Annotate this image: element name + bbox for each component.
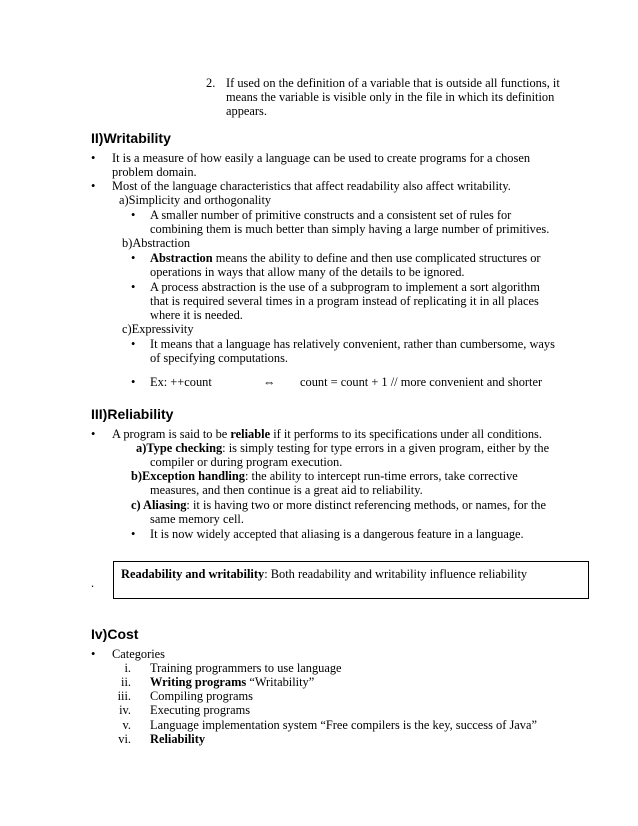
exception-handling-line-2: measures, and then continue is a great aid to reliability. bbox=[150, 483, 423, 497]
cost-item-number: iii. bbox=[117, 689, 131, 703]
reliability-heading: III)Reliability bbox=[91, 406, 174, 422]
note-dot: . bbox=[91, 576, 95, 590]
cost-item-post: “Writability” bbox=[246, 675, 315, 689]
reliability-pre: A program is said to be bbox=[112, 427, 231, 441]
example-right: count = count + 1 // more convenient and shorter bbox=[300, 375, 543, 389]
cost-item-text: Executing programs bbox=[150, 703, 251, 717]
cost-item-number: iv. bbox=[119, 703, 131, 717]
reliable-term: reliable bbox=[230, 427, 271, 441]
writability-heading: II)Writability bbox=[91, 130, 171, 146]
type-checking-line-2: compiler or during program execution. bbox=[150, 455, 343, 469]
aliasing-line-1 bbox=[131, 498, 546, 512]
bullet: • bbox=[131, 208, 136, 222]
simplicity-bullet-line-2: combining them is much better than simply having a large number of primitives. bbox=[150, 222, 550, 236]
example-left: Ex: ++count bbox=[150, 375, 212, 389]
equivalence-arrow-icon: ⇔ bbox=[263, 375, 276, 389]
cost-item-bold: Writing programs bbox=[150, 675, 247, 689]
abstraction-bullet-2-line-2: that is required several times in a program instead of replicating it in all places bbox=[150, 294, 539, 308]
categories-label: Categories bbox=[112, 647, 165, 661]
cost-item-text: Reliability bbox=[150, 732, 206, 746]
abstraction-bullet-1-line-2: operations in ways that allow many of the details to be ignored. bbox=[150, 265, 465, 279]
note-definition: : Both readability and writability influence reliability bbox=[264, 567, 528, 581]
type-checking-term: a)Type checking bbox=[136, 441, 223, 455]
abstraction-bullet-2-line-1: A process abstraction is the use of a subprogram to implement a sort algorithm bbox=[150, 280, 540, 294]
cost-item-text: Compiling programs bbox=[150, 689, 253, 703]
bullet: • bbox=[131, 337, 136, 351]
simplicity-bullet-line-1: A smaller number of primitive constructs and a consistent set of rules for bbox=[150, 208, 512, 222]
intro-line-1: If used on the definition of a variable that is outside all functions, it bbox=[226, 76, 560, 90]
cost-item-number: v. bbox=[122, 718, 131, 732]
cost-item-number: i. bbox=[124, 661, 131, 675]
simplicity-label: a)Simplicity and orthogonality bbox=[119, 193, 272, 207]
writability-bullet-2: Most of the language characteristics that affect readability also affect writability. bbox=[112, 179, 511, 193]
aliasing-definition: : it is having two or more distinct referencing methods, or names, for the bbox=[186, 498, 547, 512]
aliasing-line-2: same memory cell. bbox=[150, 512, 244, 526]
expressivity-label: c)Expressivity bbox=[122, 322, 194, 336]
aliasing-bullet: It is now widely accepted that aliasing is a dangerous feature in a language. bbox=[150, 527, 524, 541]
bullet: • bbox=[131, 375, 136, 389]
bullet: • bbox=[91, 427, 96, 441]
note-term: Readability and writability bbox=[121, 567, 265, 581]
exception-handling-term: b)Exception handling bbox=[131, 469, 245, 483]
exception-handling-line-1 bbox=[131, 469, 518, 483]
bullet: • bbox=[91, 647, 96, 661]
reliability-post: if it performs to its specifications under all conditions. bbox=[270, 427, 542, 441]
abstraction-bullet-2-line-3: where it is needed. bbox=[150, 308, 243, 322]
cost-item-text: Training programmers to use language bbox=[150, 661, 342, 675]
reliability-bullet-1 bbox=[112, 427, 542, 441]
abstraction-term: Abstraction bbox=[150, 251, 213, 265]
cost-heading: Iv)Cost bbox=[91, 626, 139, 642]
bullet: • bbox=[91, 179, 96, 193]
bullet: • bbox=[131, 280, 136, 294]
cost-item-text bbox=[150, 675, 314, 689]
intro-line-3: appears. bbox=[226, 104, 267, 118]
writability-bullet-1-line-2: problem domain. bbox=[112, 165, 197, 179]
intro-number: 2. bbox=[206, 76, 216, 90]
bullet: • bbox=[131, 527, 136, 541]
abstraction-bullet-1-line-1 bbox=[150, 251, 541, 265]
cost-item-number: vi. bbox=[118, 732, 131, 746]
type-checking-line-1 bbox=[136, 441, 549, 455]
bullet: • bbox=[131, 251, 136, 265]
abstraction-definition: means the ability to define and then use complicated structures or bbox=[212, 251, 541, 265]
bullet: • bbox=[91, 151, 96, 165]
type-checking-definition: : is simply testing for type errors in a given program, either by the bbox=[222, 441, 550, 455]
cost-item-number: ii. bbox=[121, 675, 131, 689]
aliasing-term: c) Aliasing bbox=[131, 498, 187, 512]
cost-item-text: Language implementation system “Free compilers is the key, success of Java” bbox=[150, 718, 537, 732]
abstraction-label: b)Abstraction bbox=[122, 236, 191, 250]
note-text bbox=[121, 567, 527, 581]
writability-bullet-1-line-1: It is a measure of how easily a language can be used to create programs for a chosen bbox=[112, 151, 531, 165]
intro-line-2: means the variable is visible only in the file in which its definition bbox=[226, 90, 555, 104]
exception-handling-definition: : the ability to intercept run-time errors, take corrective bbox=[244, 469, 518, 483]
expressivity-bullet-1-line-2: of specifying computations. bbox=[150, 351, 288, 365]
expressivity-bullet-1-line-1: It means that a language has relatively convenient, rather than cumbersome, ways bbox=[150, 337, 555, 351]
